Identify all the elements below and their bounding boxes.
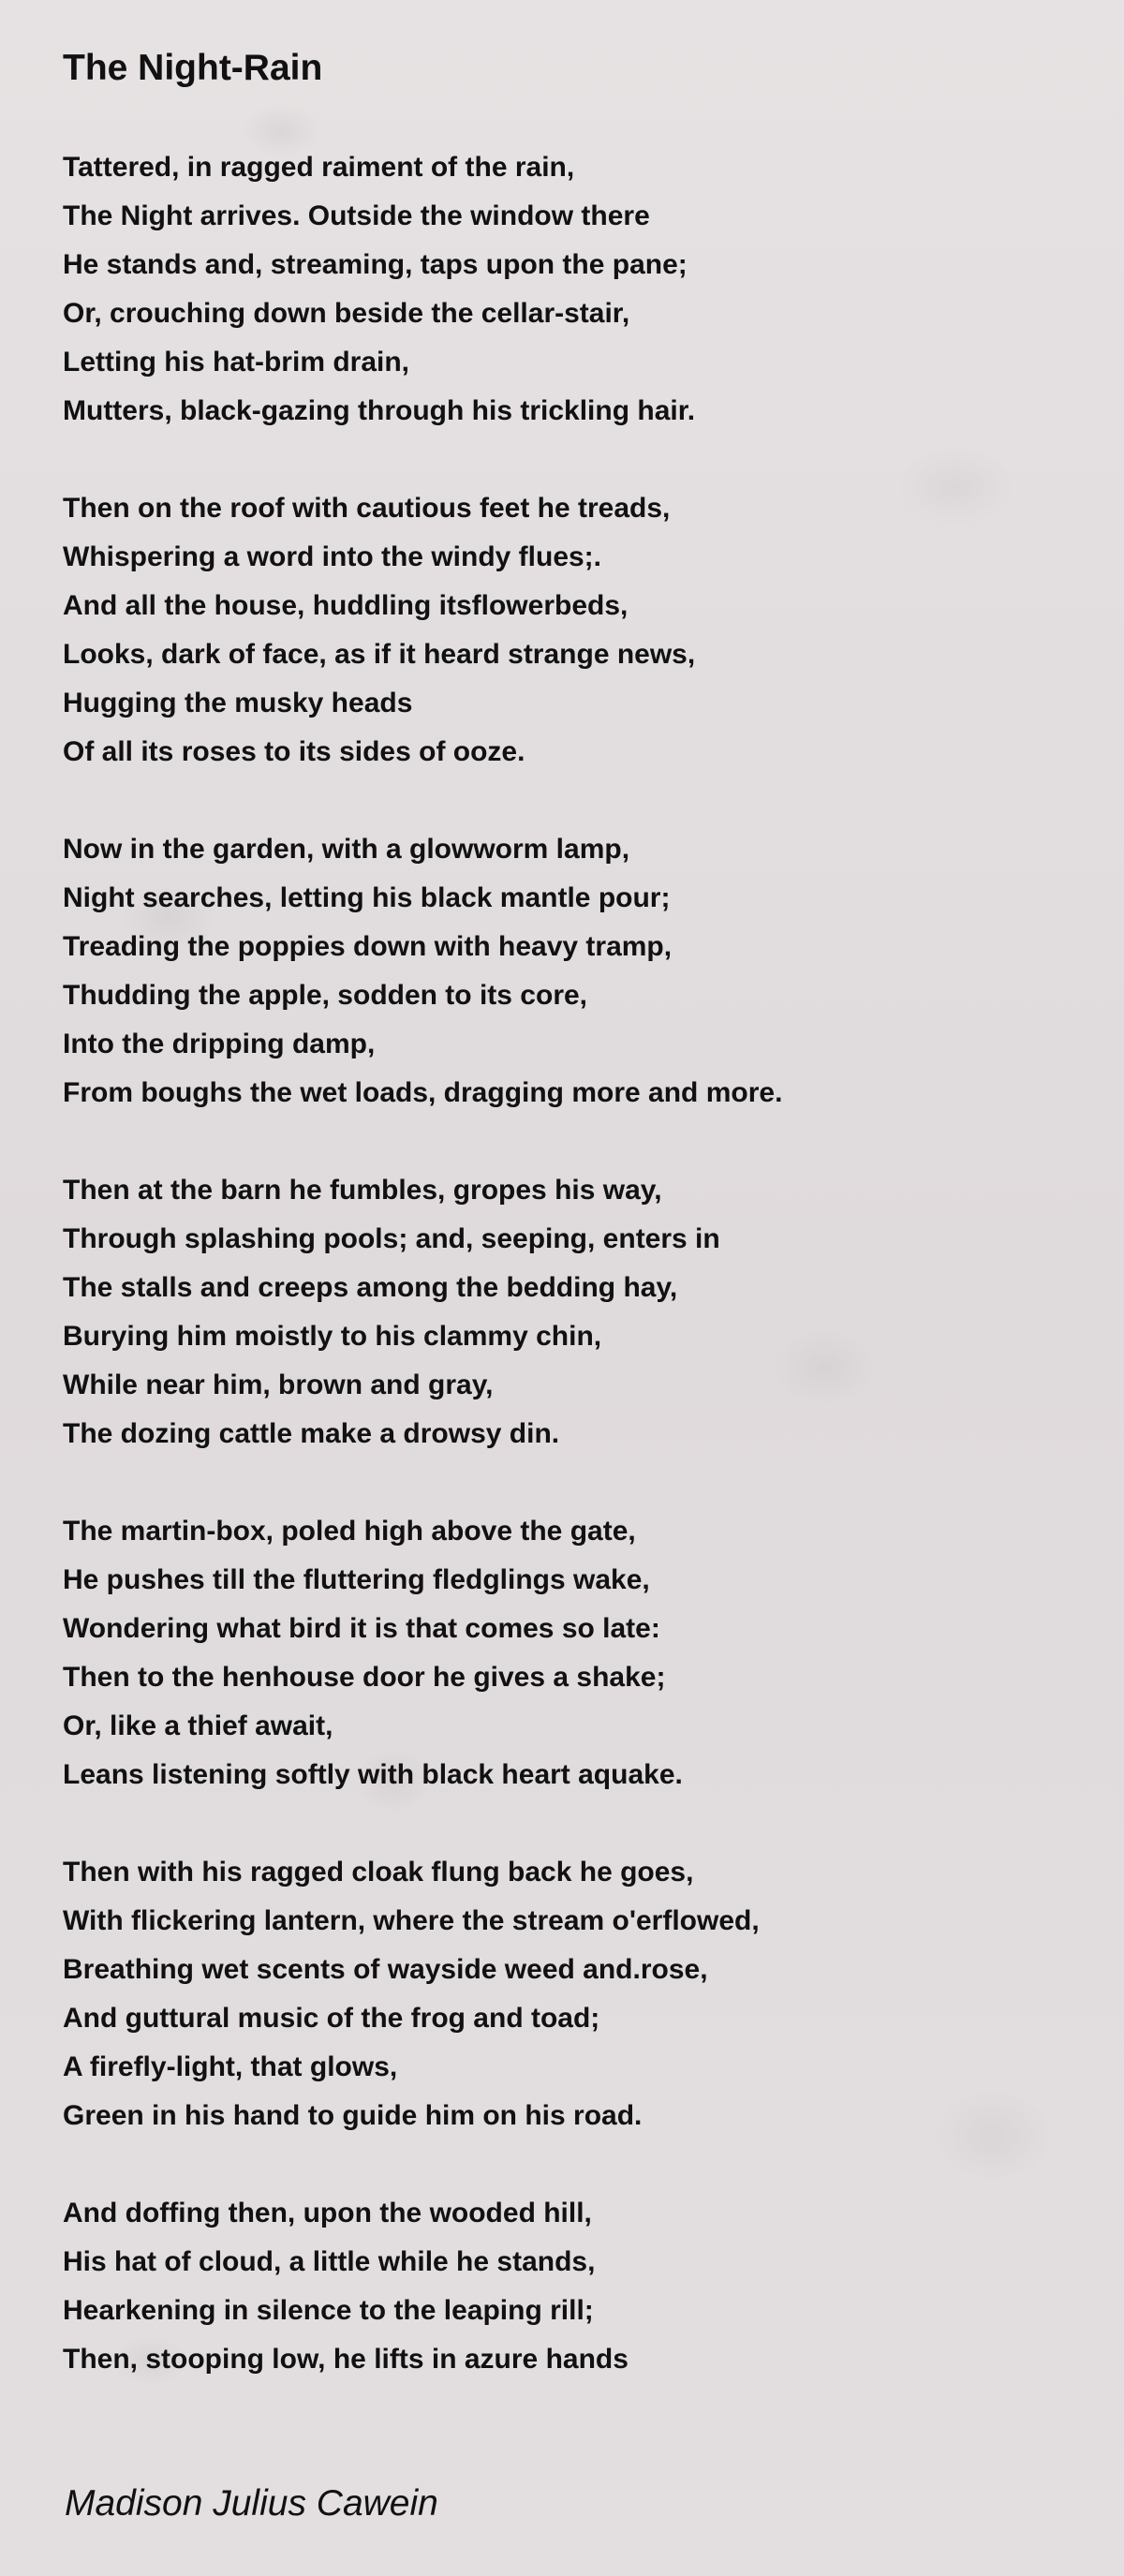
poem-line: Thudding the apple, sodden to its core, [63,980,588,1011]
poem-line: The martin-box, poled high above the gate, [63,1516,636,1547]
poem-line: Then with his ragged cloak flung back he goes, [63,1857,694,1888]
poem-line: Then, stooping low, he lifts in azure hands [63,2344,629,2375]
poem-line: A firefly-light, that glows, [63,2051,398,2082]
poem-line: Or, like a thief await, [63,1710,333,1741]
poem-line: Night searches, letting his black mantle pour; [63,882,671,913]
poem-line: Into the dripping damp, [63,1029,376,1059]
poem-line: Breathing wet scents of wayside weed and.rose, [63,1954,708,1985]
poem-stanza [63,1166,1093,1458]
poem-title: The Night-Rain [63,48,323,88]
poem-line: And guttural music of the frog and toad; [63,2003,600,2034]
poem-line: Tattered, in ragged raiment of the rain, [63,152,575,183]
poem-line: Treading the poppies down with heavy tramp, [63,931,673,962]
poem-line: Wondering what bird it is that comes so late: [63,1613,660,1644]
poem-line: The dozing cattle make a drowsy din. [63,1418,560,1449]
poem-stanza [63,2189,1093,2384]
poem-line: Hearkening in silence to the leaping rill; [63,2295,594,2326]
poem-line: Whispering a word into the windy flues;. [63,541,602,572]
poem-line: Or, crouching down beside the cellar-stair, [63,298,630,329]
poem-line: Through splashing pools; and, seeping, enters in [63,1223,720,1254]
poem-line: And doffing then, upon the wooded hill, [63,2198,592,2228]
poem-stanza [63,1848,1093,2140]
poem-line: The Night arrives. Outside the window there [63,200,650,231]
poem-line: Then at the barn he fumbles, gropes his way, [63,1175,662,1206]
poem-stanza [63,484,1093,777]
poem-line: And all the house, huddling itsflowerbeds, [63,590,629,621]
poem-line: His hat of cloud, a little while he stands, [63,2246,596,2277]
poem-line: Leans listening softly with black heart aquake. [63,1759,683,1790]
poem-line: From boughs the wet loads, dragging more and more. [63,1077,783,1108]
poem-body [63,143,1093,2433]
poem-line: Green in his hand to guide him on his road. [63,2100,643,2131]
poem-author: Madison Julius Cawein [65,2483,438,2524]
poem-stanza [63,825,1093,1118]
poem-line: He stands and, streaming, taps upon the pane; [63,249,688,280]
poem-line: Letting his hat-brim drain, [63,347,410,378]
poem-line: He pushes till the fluttering fledglings wake, [63,1564,650,1595]
poem-line: Now in the garden, with a glowworm lamp, [63,834,630,865]
poem-line: Mutters, black-gazing through his trickling hair. [63,395,696,426]
poem-line: Of all its roses to its sides of ooze. [63,736,525,767]
poem-stanza [63,143,1093,436]
poem-line: Hugging the musky heads [63,688,413,718]
poem-line: Looks, dark of face, as if it heard strange news, [63,639,696,670]
poem-stanza [63,1507,1093,1799]
poem-line: While near him, brown and gray, [63,1369,494,1400]
poem-line: Then on the roof with cautious feet he treads, [63,493,671,524]
poem-line: With flickering lantern, where the stream o'erflowed, [63,1905,760,1936]
poem-line: Burying him moistly to his clammy chin, [63,1321,602,1352]
poem-line: Then to the henhouse door he gives a shake; [63,1662,666,1693]
poem-line: The stalls and creeps among the bedding hay, [63,1272,678,1303]
